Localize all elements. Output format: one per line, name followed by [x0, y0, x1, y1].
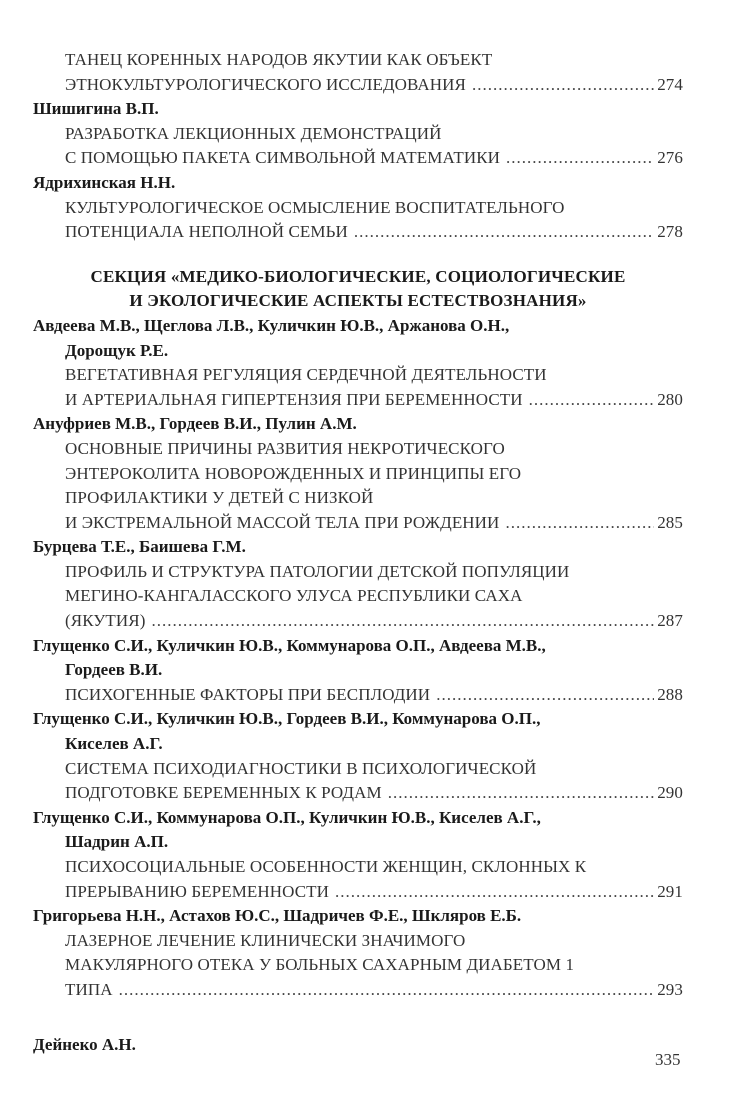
entry-authors: Дейнеко А.Н. — [33, 1034, 136, 1054]
entry-title-text: ПОТЕНЦИАЛА НЕПОЛНОЙ СЕМЬИ — [65, 222, 348, 242]
entry-authors: Шишигина В.П. — [33, 99, 159, 119]
toc-entry — [33, 707, 683, 805]
entry-authors: Глущенко С.И., Куличкин Ю.В., Коммунарова О.П., Авдеева М.В., — [33, 635, 546, 655]
entry-title-line — [33, 880, 683, 905]
dot-leader — [506, 146, 654, 171]
entry-title-line — [33, 146, 683, 171]
entry-title-line: ПСИХОСОЦИАЛЬНЫЕ ОСОБЕННОСТИ ЖЕНЩИН, СКЛОННЫХ К — [65, 857, 587, 876]
entry-authors: Глущенко С.И., Куличкин Ю.В., Гордеев В.И., Коммунарова О.П., — [33, 709, 541, 729]
dot-leader — [152, 609, 655, 634]
entry-title-text: ПРЕРЫВАНИЮ БЕРЕМЕННОСТИ — [65, 881, 330, 901]
page-number: 335 — [655, 1050, 681, 1069]
toc-entry — [33, 806, 683, 904]
entry-page-number: 278 — [657, 222, 683, 242]
entry-title-line — [33, 73, 683, 98]
dot-leader — [436, 683, 654, 708]
entry-title-line — [33, 388, 683, 413]
dot-leader — [472, 73, 654, 98]
entry-title-text: ЭТНОКУЛЬТУРОЛОГИЧЕСКОГО ИССЛЕДОВАНИЯ — [65, 74, 466, 94]
entry-page-number: 276 — [657, 148, 683, 168]
section-heading-line: СЕКЦИЯ «МЕДИКО-БИОЛОГИЧЕСКИЕ, СОЦИОЛОГИЧЕСКИЕ — [90, 266, 626, 286]
entry-page-number: 285 — [657, 512, 683, 532]
toc-entry — [33, 171, 683, 245]
toc-entry — [33, 535, 683, 633]
entry-title-line — [33, 511, 683, 536]
entry-title-line — [33, 683, 683, 708]
entry-authors: Бурцева Т.Е., Баишева Г.М. — [33, 537, 246, 557]
dot-leader — [335, 880, 654, 905]
entry-title-line — [33, 609, 683, 634]
entry-page-number: 288 — [657, 684, 683, 704]
entry-title-text: И АРТЕРИАЛЬНАЯ ГИПЕРТЕНЗИЯ ПРИ БЕРЕМЕННОСТИ — [65, 389, 523, 409]
entry-page-number: 274 — [657, 74, 683, 94]
entry-title-line — [33, 220, 683, 245]
entry-page-number: 287 — [657, 611, 683, 631]
entry-authors: Дорощук Р.Е. — [65, 340, 169, 360]
entry-title-line: СИСТЕМА ПСИХОДИАГНОСТИКИ В ПСИХОЛОГИЧЕСКОЙ — [65, 758, 537, 778]
entry-title-text: И ЭКСТРЕМАЛЬНОЙ МАССОЙ ТЕЛА ПРИ РОЖДЕНИИ — [65, 512, 500, 532]
toc-entry — [33, 48, 683, 97]
entry-authors: Ануфриев М.В., Гордеев В.И., Пулин А.М. — [33, 414, 357, 434]
entry-title-text: (ЯКУТИЯ) — [65, 611, 146, 631]
entry-authors: Григорьева Н.Н., Астахов Ю.С., Шадричев Ф.Е., Шкляров Е.Б. — [33, 906, 522, 926]
entry-title-line: РАЗРАБОТКА ЛЕКЦИОННЫХ ДЕМОНСТРАЦИЙ — [65, 123, 442, 143]
entry-title-text: ПСИХОГЕННЫЕ ФАКТОРЫ ПРИ БЕСПЛОДИИ — [65, 684, 431, 704]
entry-authors: Ядрихинская Н.Н. — [33, 172, 176, 192]
dot-leader — [529, 388, 655, 413]
entry-title-line: ЭНТЕРОКОЛИТА НОВОРОЖДЕННЫХ И ПРИНЦИПЫ ЕГО — [65, 463, 522, 483]
toc-entry — [33, 904, 683, 1002]
entry-page-number: 290 — [657, 783, 683, 803]
entry-authors: Гордеев В.И. — [65, 660, 163, 680]
entry-title-line: КУЛЬТУРОЛОГИЧЕСКОЕ ОСМЫСЛЕНИЕ ВОСПИТАТЕЛЬНОГО — [65, 197, 565, 217]
entry-title-line: ЛАЗЕРНОЕ ЛЕЧЕНИЕ КЛИНИЧЕСКИ ЗНАЧИМОГО — [65, 930, 466, 950]
entry-authors: Авдеева М.В., Щеглова Л.В., Куличкин Ю.В., Аржанова О.Н., — [33, 315, 510, 335]
toc-entry — [33, 314, 683, 412]
entry-authors: Шадрин А.П. — [65, 832, 169, 852]
dot-leader — [505, 511, 654, 536]
entry-title-line: ПРОФИЛАКТИКИ У ДЕТЕЙ С НИЗКОЙ — [65, 488, 374, 508]
table-of-contents — [33, 48, 683, 1057]
entry-title-text: ПОДГОТОВКЕ БЕРЕМЕННЫХ К РОДАМ — [65, 783, 382, 803]
entry-title-line: ВЕГЕТАТИВНАЯ РЕГУЛЯЦИЯ СЕРДЕЧНОЙ ДЕЯТЕЛЬНОСТИ — [65, 365, 547, 385]
entry-title-line: ПРОФИЛЬ И СТРУКТУРА ПАТОЛОГИИ ДЕТСКОЙ ПОПУЛЯЦИИ — [65, 561, 570, 581]
entry-title-line: МАКУЛЯРНОГО ОТЕКА У БОЛЬНЫХ САХАРНЫМ ДИАБЕТОМ 1 — [65, 955, 575, 975]
toc-entry — [33, 97, 683, 171]
entry-title-line: ОСНОВНЫЕ ПРИЧИНЫ РАЗВИТИЯ НЕКРОТИЧЕСКОГО — [65, 438, 505, 458]
section-heading — [33, 265, 683, 314]
entry-title-line: ТАНЕЦ КОРЕННЫХ НАРОДОВ ЯКУТИИ КАК ОБЪЕКТ — [65, 50, 493, 69]
entry-title-text: С ПОМОЩЬЮ ПАКЕТА СИМВОЛЬНОЙ МАТЕМАТИКИ — [65, 148, 501, 168]
entry-title-line — [33, 781, 683, 806]
dot-leader — [119, 978, 655, 1003]
entry-title-text: ТИПА — [65, 979, 113, 999]
dot-leader — [354, 220, 654, 245]
entry-page-number: 280 — [657, 389, 683, 409]
entry-page-number: 291 — [657, 881, 683, 901]
entry-page-number: 293 — [657, 979, 683, 999]
entry-title-line: МЕГИНО-КАНГАЛАССКОГО УЛУСА РЕСПУБЛИКИ САХА — [65, 586, 523, 606]
toc-entry — [33, 634, 683, 708]
entry-title-line — [33, 978, 683, 1003]
dot-leader — [388, 781, 654, 806]
toc-entry-partial — [33, 1033, 683, 1058]
entry-authors: Глущенко С.И., Коммунарова О.П., Куличкин Ю.В., Киселев А.Г., — [33, 807, 541, 827]
entry-authors: Киселев А.Г. — [65, 734, 163, 754]
toc-entry — [33, 412, 683, 535]
section-heading-line: И ЭКОЛОГИЧЕСКИЕ АСПЕКТЫ ЕСТЕСТВОЗНАНИЯ» — [129, 291, 587, 311]
